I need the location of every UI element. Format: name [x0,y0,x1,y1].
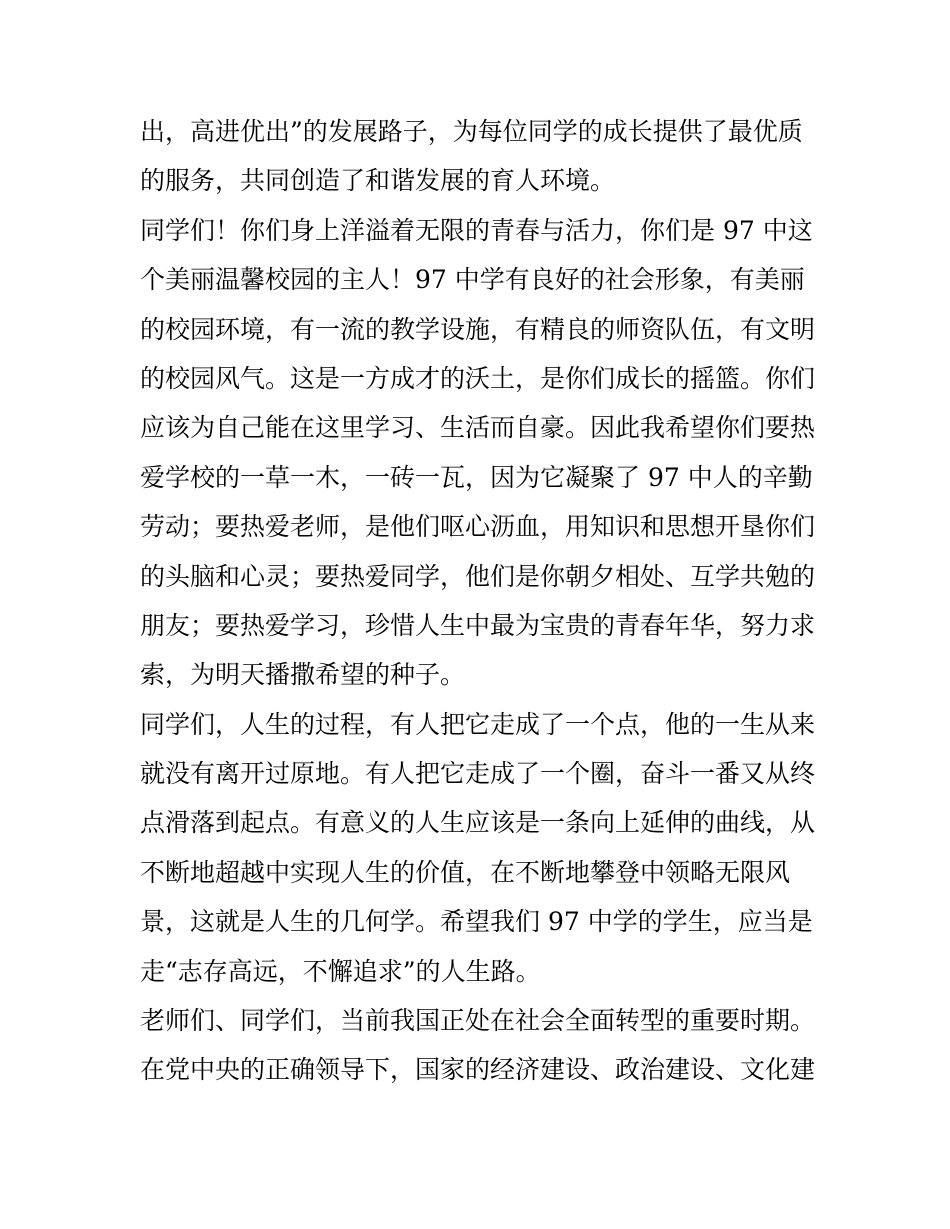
text-line-6: 的校园风气。这是一方成才的沃土，是你们成长的摇篮。你们 [140,363,816,393]
text-line-14: 就没有离开过原地。有人把它走成了一个圈，奋斗一番又从终 [140,759,816,789]
text-line-8: 爱学校的一草一木，一砖一瓦，因为它凝聚了 97 中人的辛勤 [140,462,813,492]
text-line-18: 走“志存高远，不懈追求”的人生路。 [140,956,541,986]
text-line-10: 的头脑和心灵；要热爱同学，他们是你朝夕相处、互学共勉的 [140,561,816,591]
text-line-19: 老师们、同学们，当前我国正处在社会全面转型的重要时期。 [140,1006,816,1036]
text-line-5: 的校园环境，有一流的教学设施，有精良的师资队伍，有文明 [140,314,816,344]
document-body [140,107,820,1095]
text-line-11: 朋友；要热爱学习，珍惜人生中最为宝贵的青春年华，努力求 [140,610,816,640]
text-line-3: 同学们！你们身上洋溢着无限的青春与活力，你们是 97 中这 [140,215,813,245]
text-line-17: 景，这就是人生的几何学。希望我们 97 中学的学生，应当是 [140,907,813,937]
text-line-1: 出，高进优出”的发展路子，为每位同学的成长提供了最优质 [140,117,803,146]
text-line-9: 劳动；要热爱老师，是他们呕心沥血，用知识和思想开垦你们 [140,512,816,542]
text-line-16: 不断地超越中实现人生的价值，在不断地攀登中领略无限风 [140,857,791,887]
text-line-13: 同学们，人生的过程，有人把它走成了一个点，他的一生从来 [140,709,816,739]
text-line-20: 在党中央的正确领导下，国家的经济建设、政治建设、文化建 [140,1055,816,1085]
text-line-2: 的服务，共同创造了和谐发展的育人环境。 [140,166,616,196]
text-line-12: 索，为明天播撒希望的种子。 [140,660,466,690]
text-line-7: 应该为自己能在这里学习、生活而自豪。因此我希望你们要热 [140,413,816,443]
text-line-15: 点滑落到起点。有意义的人生应该是一条向上延伸的曲线，从 [140,808,816,838]
text-line-4: 个美丽温馨校园的主人！97 中学有良好的社会形象，有美丽 [140,265,805,295]
